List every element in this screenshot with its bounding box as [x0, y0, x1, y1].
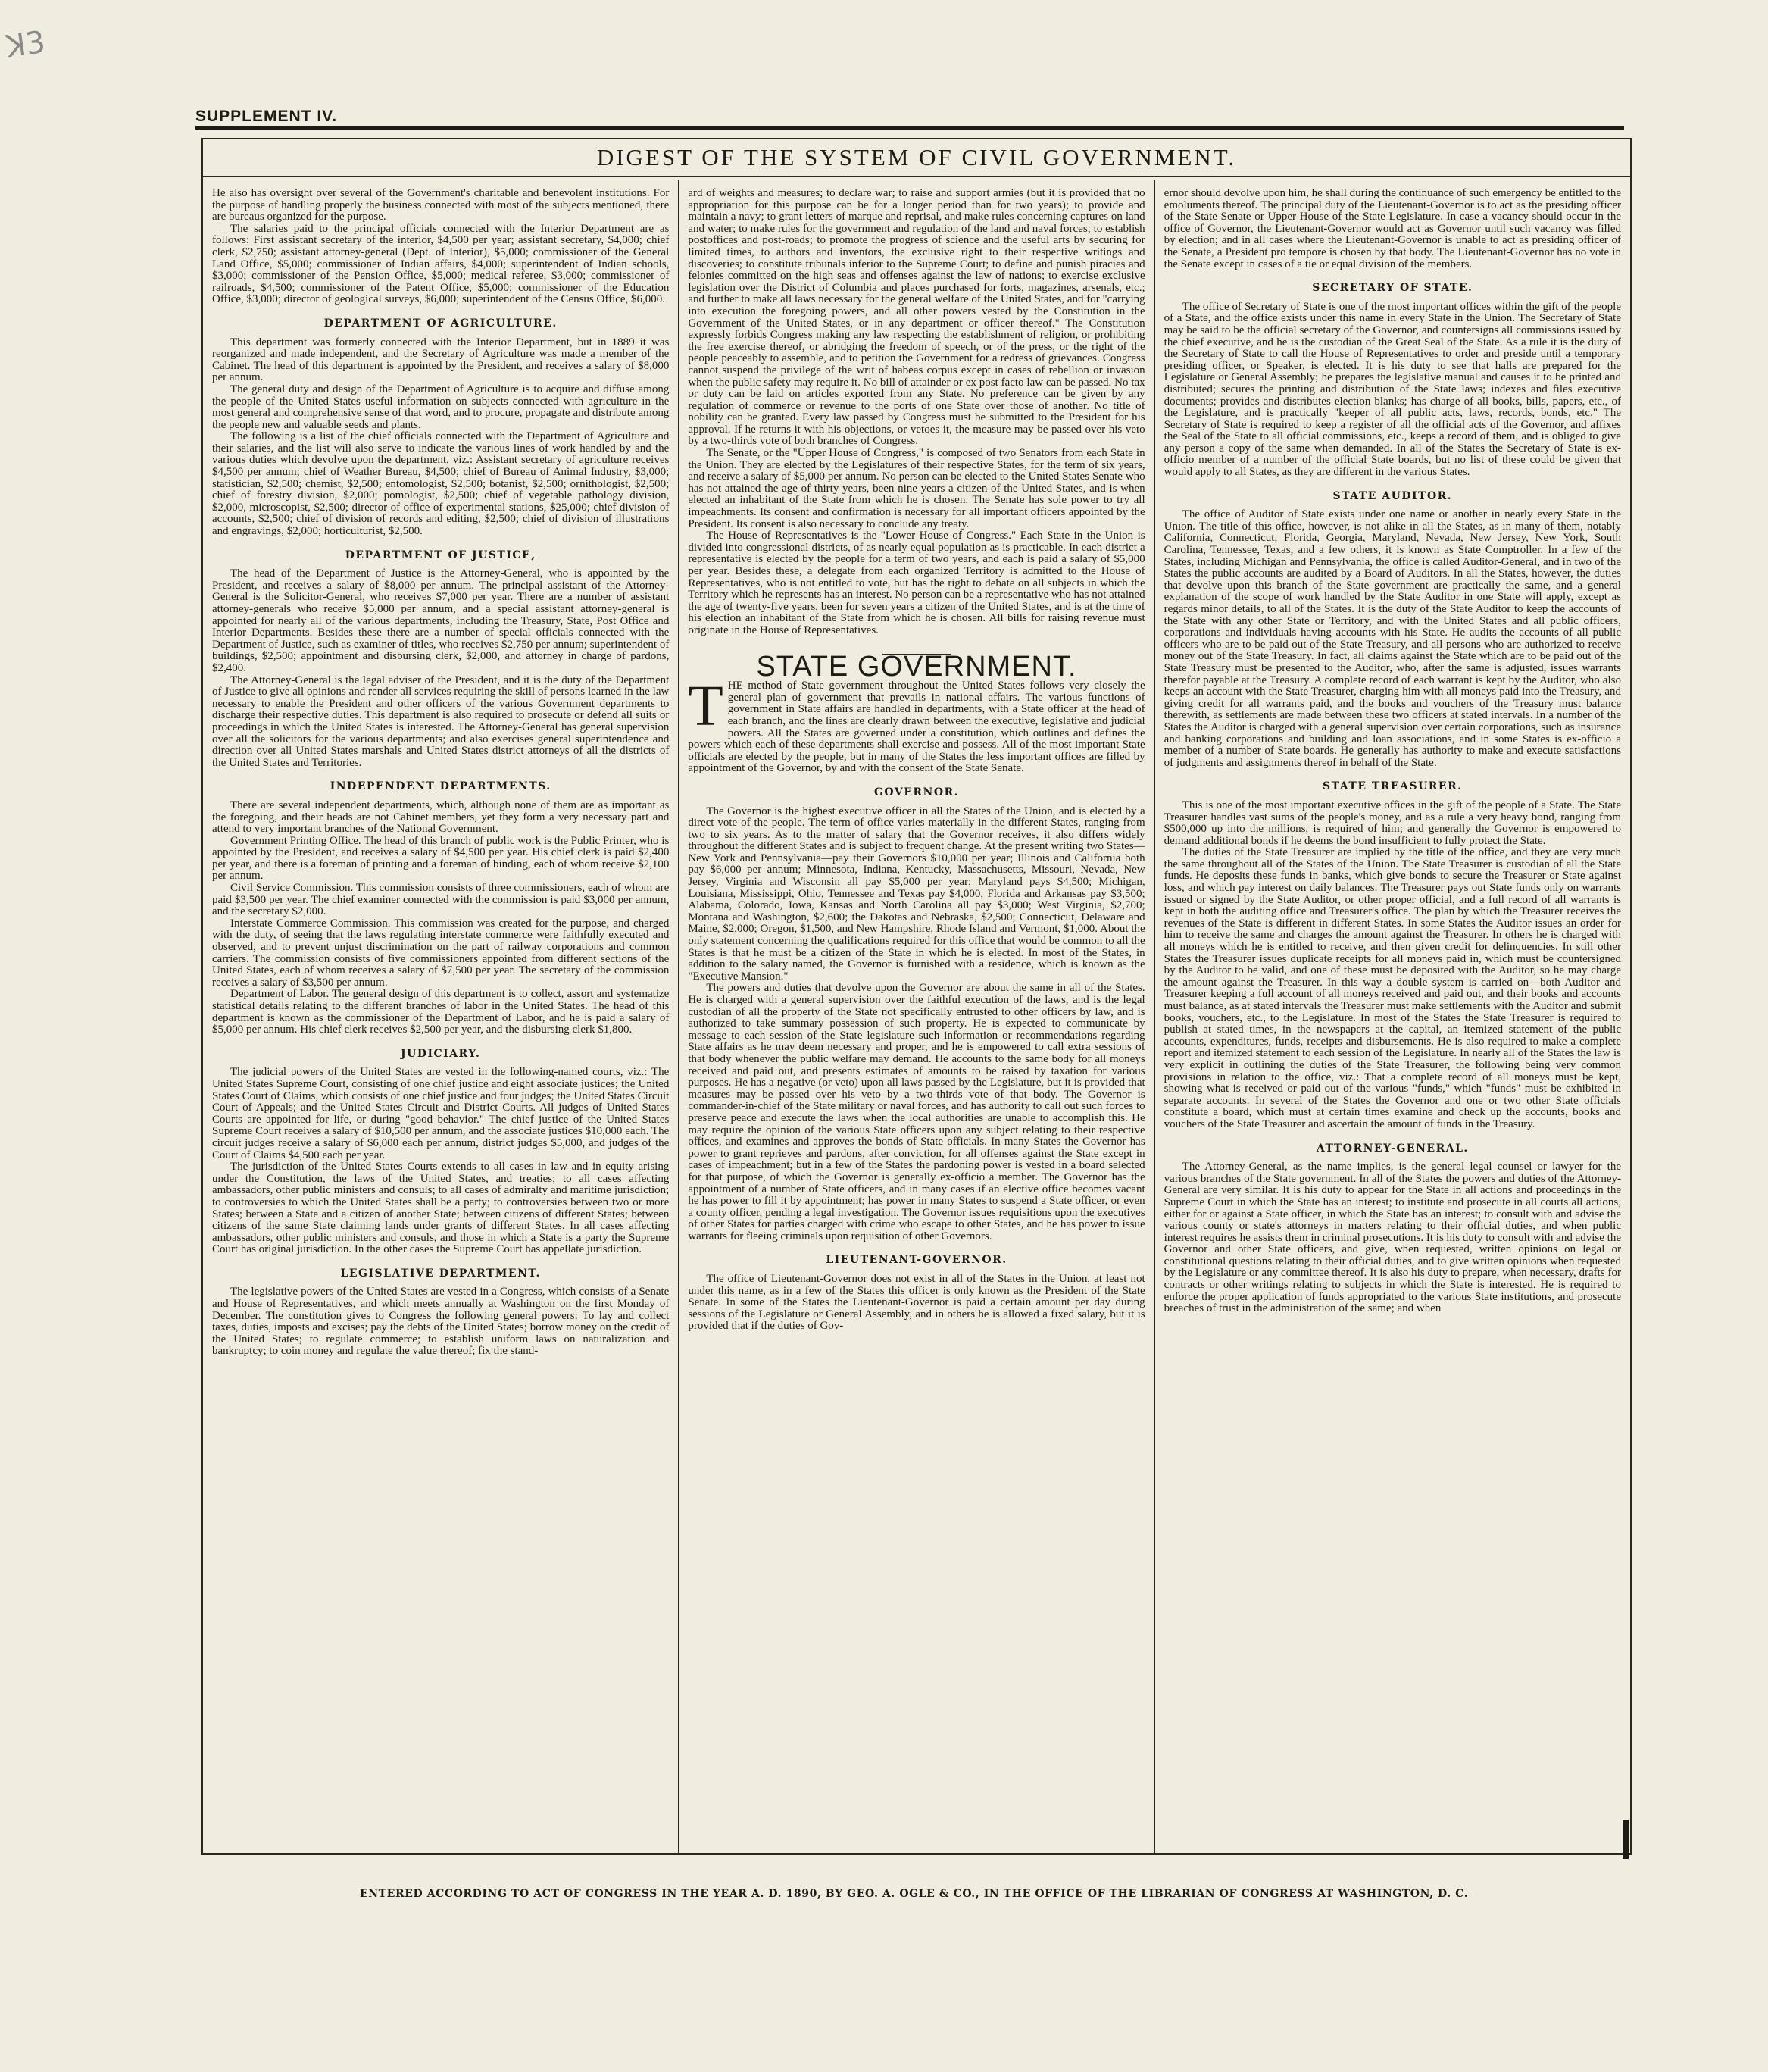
- page-title: DIGEST OF THE SYSTEM OF CIVIL GOVERNMENT.: [203, 139, 1630, 177]
- paragraph: The judicial powers of the United States are vested in the following-named courts, viz.: The United States Supreme Court, consisting of one chief justice and eight associate justices; the United States Court of Claims, which consists of one chief justice and four judges; the United States Circuit Court of Appeals; and the United States Circuit and District Courts. All judges of United States Courts are appointed for life, or during "good behavior." The chief justice of the United States Supreme Court receives a salary of $10,500 per annum, and the associate justices $10,000 each. The circuit judges receive a salary of $6,000 each per annum, district judges $5,000, and judges of the Court of Claims $4,500 each per year.: [212, 1066, 670, 1161]
- paragraph: The powers and duties that devolve upon the Governor are about the same in all of the States. He is charged with a general supervision over the faithful execution of the laws, and is the legal custodian of all the property of the State not specifically entrusted to other officers by law, and is authorized to take summary possession of such property. He is expected to communicate by message to each session of the State legislature such information or recommendations regarding State affairs as he may deem necessary and proper, and he is empowered to call extra sessions of that body whenever the public welfare may demand. He accounts to the same body for all moneys received and paid out, and presents estimates of amounts to be raised by taxation for various purposes. He has a negative (or veto) upon all laws passed by the Legislature, but it is provided that measures may be passed over his veto by a two-thirds vote of that body. The Governor is commander-in-chief of the State military or naval forces, and has authority to call out such forces to preserve peace and execute the laws when the local authorities are unable to accomplish this. He may require the opinion of the various State officers upon any subject relating to their respective offices, and examines and approves the bonds of State officials. In many States the Governor has power to grant reprieves and pardons, after conviction, for all offenses against the State except in cases of impeachment; but in a few of the States the pardoning power is vested in a board selected for that purpose, of which the Governor is generally ex-officio a member. The Governor has the appointment of a number of State officers, and in many cases if an elective office becomes vacant he has power to fill it by appointment; has power in many States to suspend a State officer, or even a county officer, pending a legal investigation. The Governor issues requisitions upon the executives of other States for parties charged with crime who escape to other States, and he has power to issue warrants for fleeing criminals upon requisition of other Governors.: [688, 982, 1145, 1242]
- paragraph: The Senate, or the "Upper House of Congress," is composed of two Senators from each State in the Union. They are elected by the Legislatures of their respective States, for the term of six years, and receive a salary of $5,000 per annum. No person can be elected to the United States Senate who has not attained the age of thirty years, been nine years a citizen of the United States, and is when elected an inhabitant of the State from which he is chosen. The Senate has sole power to try all impeachments. Its consent and confirmation is necessary for all important officers appointed by the President. Its consent is also necessary to conclude any treaty.: [688, 447, 1145, 530]
- paragraph: The office of Secretary of State is one of the most important offices within the gift of the people of a State, and the office exists under this name in every State in the Union. The Secretary of State may be said to be the official secretary of the Governor, and countersigns all commissions issued by the chief executive, and he is the custodian of the Great Seal of the State. As a rule it is the duty of the Secretary of State to call the House of Representatives to order and preside until a temporary presiding officer, or Speaker, is elected. It is his duty to see that halls are prepared for the Legislature or General Assembly; he prepares the legislative manual and causes it to be printed and distributed; secures the printing and distribution of the State laws; indexes and files executive documents; provides and distributes election blanks; has charge of all books, bills, papers, etc., of the Legislature, and is practically "keeper of all public acts, laws, records, bonds, etc." The Secretary of State is required to keep a register of all the official acts of the Governor, and affixes the Seal of the State to all official commissions, etc., keeps a record of them, and is obliged to give any person a copy of the same when demanded. In all of the States the Secretary of State is ex-officio member of a number of the official State boards, but no list of these could be given that would apply to all States, as they are different in the various States.: [1164, 300, 1621, 479]
- paragraph-text: HE method of State government throughout the United States follows very closely the general plan of government that prevails in national affairs. The various functions of government in State affairs are handled in departments, with a State officer at the head of each branch, and the lines are clearly drawn between the executive, legislative and judicial powers. All the States are governed under a constitution, which outlines and defines the powers which each of these departments shall exercise and possess. All of the most important State officials are elected by the people, but in many of the States the less important offices are filled by appointment of the Governor, by and with the consent of the State Senate.: [688, 680, 1145, 775]
- paragraph: ernor should devolve upon him, he shall during the continuance of such emergency be entitled to the emoluments thereof. The principal duty of the Lieutenant-Governor is to act as the presiding officer of the State Senate or Upper House of the State Legislature. In case a vacancy should occur in the office of Governor, the Lieutenant-Governor would act as Governor until such vacancy was filled by election; and in all cases where the Lieutenant-Governor is unable to act as presiding officer of the Senate, a President pro tempore is chosen by that body. The Lieutenant-Governor has no vote in the Senate except in cases of a tie or equal division of the members.: [1164, 187, 1621, 270]
- drop-cap: T: [688, 674, 723, 739]
- paragraph: The legislative powers of the United States are vested in a Congress, which consists of a Senate and House of Representatives, and which meets annually at Washington on the first Monday of December. The constitution gives to Congress the following general powers: To lay and collect taxes, duties, imposts and excises; pay the debts of the United States; borrow money on the credit of the United States; to regulate commerce; to establish uniform laws on naturalization and bankruptcy; to coin money and regulate the value thereof; fix the stand-: [212, 1286, 670, 1358]
- section-heading-justice: DEPARTMENT OF JUSTICE,: [345, 548, 536, 561]
- copyright-footer: ENTERED ACCORDING TO ACT OF CONGRESS IN THE YEAR A. D. 1890, BY GEO. A. OGLE & CO., IN THE OFFICE OF THE LIBRARIAN OF CONGRESS AT WASHINGTON, D. C.: [360, 1888, 1469, 1900]
- section-heading-secretary-of-state: SECRETARY OF STATE.: [1312, 282, 1473, 295]
- paragraph: The head of the Department of Justice is the Attorney-General, who is appointed by the President, and receives a salary of $8,000 per annum. The principal assistant of the Attorney-General is the Solicitor-General, who receives $7,000 per year. There are a number of assistant attorney-generals who receive $5,000 per annum, and a special assistant attorney-general is appointed for nearly all of the various departments, including the Treasury, State, Post Office and Interior Departments. Besides these there are a number of special officials connected with the Department of Justice, such as examiner of titles, who receives $2,750 per annum; superintendent of buildings, $2,500; appointment and disbursing clerk, $2,000, and attorney in charge of pardons, $2,400.: [212, 567, 670, 674]
- supplement-label: SUPPLEMENT IV.: [195, 108, 338, 125]
- column-3: [1154, 180, 1630, 1853]
- paragraph: The general duty and design of the Department of Agriculture is to acquire and diffuse among the people of the United States useful information on subjects connected with agriculture in the most general and comprehensive sense of that word, and to procure, propagate and distribute among the people new and valuable seeds and plants.: [212, 383, 670, 431]
- paragraph: The jurisdiction of the United States Courts extends to all cases in law and in equity arising under the Constitution, the laws of the United States, and treaties; to all cases affecting ambassadors, other public ministers and consuls; to all cases of admiralty and maritime jurisdiction; to controversies to which the United States shall be a party; to controversies between two or more States; between a State and a citizen of another State; between citizens of different States; between citizens of the same State claiming lands under grants of different States. In all cases affecting ambassadors, other public ministers and consuls, and those in which a State is a party the Supreme Court has original jurisdiction. In the other cases the Supreme Court has appellate jurisdiction.: [212, 1161, 670, 1256]
- section-heading-attorney-general: ATTORNEY-GENERAL.: [1316, 1142, 1469, 1155]
- page-frame: [201, 138, 1632, 1855]
- paragraph: This is one of the most important executive offices in the gift of the people of a State. The State Treasurer handles vast sums of the people's money, and as a rule a very heavy bond, ranging from $500,000 up into the millions, is required of him; and generally the Governor is empowered to demand additional bonds if he deems the bond insufficient to fully protect the State.: [1164, 798, 1621, 847]
- handwritten-page-mark: ꓘ3: [4, 24, 48, 65]
- paragraph: The salaries paid to the principal officials connected with the Interior Department are as follows: First assistant secretary of the interior, $4,500 per year; assistant secretary, $4,000; chief clerk, $2,750; assistant attorney-general (Dept. of Interior), $5,000; commissioner of the General Land Office, $5,000; commissioner of Indian affairs, $4,000; superintendent of Indian schools, $3,000; commissioner of the Pension Office, $5,000; medical referee, $3,000; commissioner of railroads, $4,500; commissioner of the Patent Office, $5,000; commissioner of the Education Office, $3,000; director of geological surveys, $6,000; superintendent of the Census Office, $6,000.: [212, 222, 670, 306]
- paragraph: The Attorney-General is the legal adviser of the President, and it is the duty of the Department of Justice to give all opinions and render all services requiring the skill of persons learned in the law necessary to enable the President and other officers of the various Government departments to discharge their respective duties. This department is also required to prosecute or defend all suits or proceedings in which the United States is interested. The Attorney-General has general supervision over all the solicitors for the various departments; and also exercises general superintendence and direction over all United States marshals and United States district attorneys of all the districts of the United States and Territories.: [212, 673, 670, 769]
- paragraph: The Attorney-General, as the name implies, is the general legal counsel or lawyer for the various branches of the State government. In all of the States the powers and duties of the Attorney-General are very similar. It is his duty to appear for the State in all actions and proceedings in the Supreme Court in which the State has an interest; to institute and prosecute in all courts all actions, either for or against a State officer, in which the State has an interest; to consult with and advise the various county or state's attorneys in matters relating to their official duties, and when public interest requires he assists them in criminal prosecutions. It is his duty to consult with and advise the Governor and other State officers, and give, when requested, written opinions on legal or constitutional questions relating to their official duties, and to give written opinions when requested by the Legislature or any committee thereof. It is also his duty to prepare, when necessary, drafts for contracts or other writings relating to subjects in which the State is interested. He is required to enforce the proper application of funds appropriated to the various State institutions, and prosecute breaches of trust in the administration of the same; and when: [1164, 1161, 1621, 1315]
- section-heading-independent: INDEPENDENT DEPARTMENTS.: [330, 780, 551, 793]
- column-2: [678, 180, 1154, 1853]
- paragraph: This department was formerly connected with the Interior Department, but in 1889 it was reorganized and made independent, and the Secretary of Agriculture was made a member of the Cabinet. The head of this department is appointed by the President, and receives a salary of $8,000 per annum.: [212, 336, 670, 384]
- column-1: [203, 180, 678, 1853]
- section-heading-state-treasurer: STATE TREASURER.: [1323, 780, 1463, 793]
- paragraph: He also has oversight over several of the Government's charitable and benevolent institutions. For the purpose of handling properly the business connected with most of the subjects mentioned, there are bureaus organized for the purpose.: [212, 187, 670, 223]
- paragraph: The following is a list of the chief officials connected with the Department of Agriculture and their salaries, and the list will also serve to indicate the various lines of work handled by and the various duties which devolve upon the department, viz.: Assistant secretary of agriculture receives $4,500 per annum; chief of Weather Bureau, $4,500; chief of Bureau of Animal Industry, $3,000; statistician, $2,500; chemist, $2,500; entomologist, $2,500; botanist, $2,500; ornithologist, $2,500; chief of forestry division, $2,000; pomologist, $2,500; chief of vegetable pathology division, $2,000, microscopist, $2,500; director of office of experimental stations, $25,000; chief division of accounts, $2,500; chief of division of records and editing, $2,500; chief of division of illustrations and engravings, $2,000; horticulturist, $2,500.: [212, 430, 670, 538]
- state-government-header: [688, 650, 1145, 683]
- section-heading-legislative: LEGISLATIVE DEPARTMENT.: [340, 1267, 541, 1280]
- paragraph: The Governor is the highest executive officer in all the States of the Union, and is elected by a direct vote of the people. The term of office varies materially in the different States, ranging from two to six years. As to the matter of salary that the Governor receives, it also differs widely throughout the different States and is subject to frequent change. At the present writing two States—New York and Pennsylvania—pay their Governors $10,000 per year; Illinois and California both pay $6,000 per annum; Minnesota, Indiana, Kentucky, Massachusetts, Missouri, Nevada, New Jersey, Virginia and Wisconsin all pay $5,000 per year; Maryland pays $4,500; Michigan, Louisiana, Mississippi, Ohio, Tennessee and Texas pay $4,000, Florida and Arkansas pay $3,500; Alabama, Colorado, Iowa, Kansas and North Carolina all pay $3,000; West Virginia, $2,700; Montana and Washington, $2,600; the Dakotas and Nebraska, $2,500; Connecticut, Delaware and Maine, $2,000; Oregon, $1,500, and New Hampshire, Rhode Island and Vermont, $1,000. About the only statement concerning the qualifications required for this office that would be common to all the States is that he must be a citizen of the State in which he is elected. In most of the States, in addition to the salary named, the Governor is furnished with a residence, which is known as the "Executive Mansion.": [688, 805, 1145, 983]
- paragraph: Interstate Commerce Commission. This commission was created for the purpose, and charged with the duty, of seeing that the laws regulating interstate commerce were faithfully executed and observed, and to prevent unjust discrimination on the part of railway corporations and common carriers. The commission consists of five commissioners appointed from different sections of the United States, each of whom receives a salary of $7,500 per year. The secretary of the commission receives a salary of $3,500 per annum.: [212, 917, 670, 989]
- section-heading-governor: GOVERNOR.: [873, 786, 960, 798]
- paragraph: The office of Auditor of State exists under one name or another in nearly every State in the Union. The title of this office, however, is not alike in all the States, as in many of them, notably California, Connecticut, Florida, Georgia, Maryland, Nevada, New Jersey, New York, South Carolina, Tennessee, Texas, and a few others, it is known as State Comptroller. In a few of the States, including Michigan and Pennsylvania, the office is called Auditor-General, and in two of the States the public accounts are audited by a Board of Auditors. In all the States, however, the duties that devolve upon this branch of the State government are practically the same, and a general explanation of the scope of work handled by the State Auditor in one State will apply, except as regards minor details, to all of the States. It is the duty of the State Auditor to keep the accounts of the State with any other State or Territory, and with the United States and all public officers, corporations and individuals having accounts with his State. He audits the accounts of all public officers who are to be paid out of the State Treasury, and all persons who are authorized to receive money out of the State Treasury. In fact, all claims against the State which are to be paid out of the State Treasury must be presented to the Auditor, who, after the same is adjusted, issues warrants therefor payable at the Treasury. A complete record of each warrant is kept by the Auditor, who also keeps an account with the State Treasurer, charging him with all moneys paid into the Treasury, and giving credit for all warrants paid, and the books and vouchers of the Treasury must balance therewith, as settlements are made between these two officers at stated intervals. In a number of the States the Auditor is charged with a general supervision over certain corporations, such as insurance and banking corporations and building and loan associations, and in some States is ex-officio a member of a number of State boards. He generally has authority to make and execute satisfactions of judgments and assignments thereof in behalf of the State.: [1164, 508, 1621, 769]
- text-columns: [203, 180, 1630, 1853]
- paragraph: [688, 674, 1145, 775]
- top-rule: [195, 126, 1624, 130]
- state-government-title: STATE GOVERNMENT.: [756, 650, 1077, 683]
- paragraph: There are several independent departments, which, although none of them are as important as the foregoing, and their heads are not Cabinet members, yet they form a very necessary part and attend to very important branches of the National Government.: [212, 798, 670, 836]
- paragraph: Government Printing Office. The head of this branch of public work is the Public Printer, who is appointed by the President, and receives a salary of $4,500 per year. His chief clerk is paid $2,400 per year, and there is a foreman of printing and a foreman of binding, each of whom receive $2,100 per annum.: [212, 834, 670, 883]
- paragraph: The office of Lieutenant-Governor does not exist in all of the States in the Union, at least not under this name, as in a few of the States this officer is only known as the President of the State Senate. In some of the States the Lieutenant-Governor is paid a certain amount per day during sessions of the Legislature or General Assembly, and in others he is allowed a fixed salary, but it is provided that if the duties of Gov-: [688, 1273, 1145, 1333]
- paragraph: Civil Service Commission. This commission consists of three commissioners, each of whom are paid $3,500 per year. The chief examiner connected with the commission is paid $3,000 per annum, and the secretary $2,000.: [212, 882, 670, 918]
- section-heading-agriculture: DEPARTMENT OF AGRICULTURE.: [323, 317, 558, 330]
- paragraph: Department of Labor. The general design of this department is to collect, assort and systematize statistical details relating to the different branches of labor in the United States. The head of this department is known as the commissioner of the Department of Labor, and he is paid a salary of $5,000 per annum. His chief clerk receives $2,500 per year, and the disbursing clerk $1,800.: [212, 988, 670, 1036]
- paragraph: The duties of the State Treasurer are implied by the title of the office, and they are very much the same throughout all of the States of the Union. The State Treasurer is custodian of all the State funds. He deposits these funds in banks, which give bonds to secure the Treasurer or State against loss, and which pay interest on daily balances. The Treasurer pays out State funds only on warrants issued or signed by the State Auditor, or other proper official, and a full record of all warrants is kept in both the auditing office and Treasurer's office. The plan by which the Treasurer receives the revenues of the State is different in different States. In some States the Auditor issues an order for him to receive the same and charges the amount against the Treasurer. In others he is charged with all moneys which he is entitled to receive, and then given credit for delinquencies. In still other States the Treasurer issues duplicate receipts for all moneys paid in, which must be countersigned by the Auditor to be valid, and one of these must be deposited with the Auditor, so he may charge the amount against the Treasurer. In this way a double system is carried on—both Auditor and Treasurer keeping a full account of all moneys received and paid out, and their books and accounts must balance, as at stated intervals the Treasurer must make settlements with the Auditor and submit books, vouchers, etc., to the Legislature. In most of the States the State Treasurer is required to publish at stated times, in the newspapers at the capital, an itemized statement of the public accounts, expenditures, funds, receipts and disbursements. He is also required to make a complete report and itemized statement to each session of the Legislature. In nearly all of the States the law is very explicit in outlining the duties of the State Treasurer, the following being very common provisions in relation to the office, viz.: That a complete record of all moneys must be kept, showing what is received or paid out of the various "funds," which "funds" must be exhibited in separate accounts. In several of the States the Governor and one or two other State officials constitute a board, which must at certain times examine and check up the accounts, books and vouchers of the State Treasurer and ascertain the amount of funds in the Treasury.: [1164, 846, 1621, 1130]
- edge-mark: [1623, 1820, 1629, 1859]
- paragraph: ard of weights and measures; to declare war; to raise and support armies (but it is provided that no appropriation for this purpose can be for a longer period than for two years); to provide and maintain a navy; to grant letters of marque and reprisal, and make rules concerning captures on land and water; to make rules for the government and regulation of the land and naval forces; to establish postoffices and post-roads; to promote the progress of science and the useful arts by securing for limited times, to authors and inventors, the exclusive right to their respective writings and discoveries; to constitute tribunals inferior to the Supreme Court; to define and punish piracies and felonies committed on the high seas and offenses against the law of nations; to exercise exclusive legislation over the District of Columbia and places purchased for forts, magazines, arsenals, etc.; and further to make all laws necessary for the general welfare of the United States, and for "carrying into execution the foregoing powers, and all other powers vested by the Constitution in the Government of the United States, or in any department or officer thereof." The Constitution expressly forbids Congress making any law respecting the establishment of religion, or prohibiting the free exercise thereof, or abridging the freedom of speech, or of the press, or the right of the people peaceably to assemble, and to petition the Government for a redress of grievances. Congress cannot suspend the privilege of the writ of habeas corpus except in cases of rebellion or invasion when the public safety may require it. No bill of attainder or ex post facto law can be passed. No tax or duty can be laid on articles exported from any State. No preference can be given by any regulation of commerce or revenue to the ports of one State over those of another. No title of nobility can be granted. Every law passed by Congress must be submitted to the President for his approval. If he returns it with his objections, or vetoes it, the measure may be passed over his veto by a two-thirds vote of both branches of Congress.: [688, 187, 1145, 448]
- section-heading-lieutenant-governor: LIEUTENANT-GOVERNOR.: [826, 1254, 1007, 1267]
- section-heading-judiciary: JUDICIARY.: [400, 1047, 481, 1060]
- section-heading-state-auditor: STATE AUDITOR.: [1332, 489, 1453, 502]
- paragraph: The House of Representatives is the "Lower House of Congress." Each State in the Union is divided into congressional districts, of as nearly equal population as is practicable. In each district a representative is elected by the people for a term of two years, and each is paid a salary of $5,000 per year. Besides these, a delegate from each organized Territory is admitted to the House of Representatives, who is not entitled to vote, but has the right to debate on all subjects in which the Territory which he represents has an interest. No person can be a representative who has not attained the age of twenty-five years, been for seven years a citizen of the United States, and is at the time of his election an inhabitant of the State from which he is chosen. All bills for raising revenue must originate in the House of Representatives.: [688, 530, 1145, 636]
